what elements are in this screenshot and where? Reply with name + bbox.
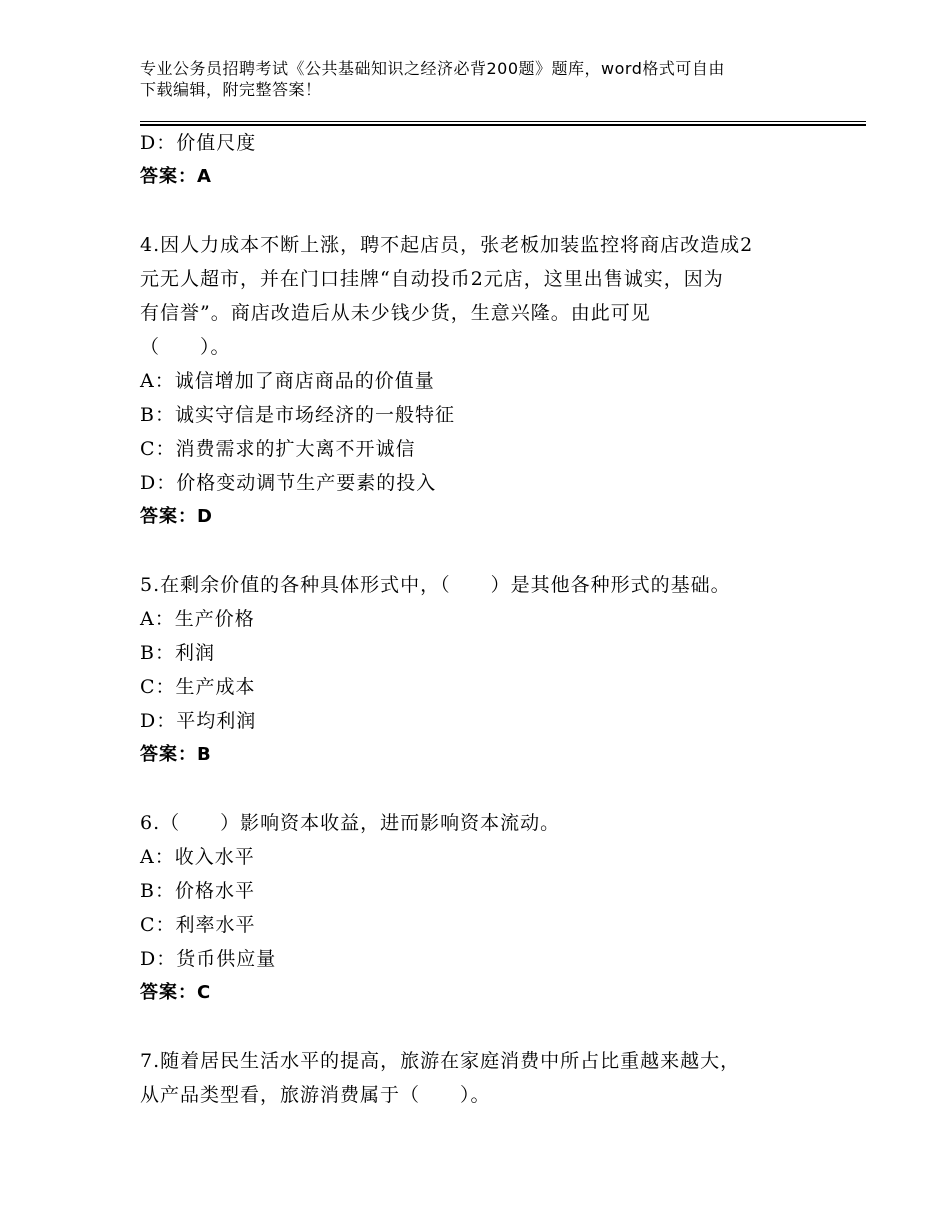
q4-text-line-4: （ ）。: [140, 336, 231, 358]
q6-option-a: A：收入水平: [140, 846, 255, 868]
q5-option-c: C：生产成本: [140, 676, 256, 698]
q5-option-a: A：生产价格: [140, 608, 255, 630]
q7-text-line-2: 从产品类型看，旅游消费属于（ ）。: [140, 1084, 491, 1106]
q4-text-line-1: 4.因人力成本不断上涨，聘不起店员，张老板加装监控将商店改造成2: [140, 234, 754, 256]
q6-option-c: C：利率水平: [140, 914, 256, 936]
q4-option-b: B：诚实守信是市场经济的一般特征: [140, 404, 455, 426]
q4-option-c: C：消费需求的扩大离不开诚信: [140, 438, 416, 460]
q5-text-line-1: 5.在剩余价值的各种具体形式中，（ ）是其他各种形式的基础。: [140, 574, 731, 596]
q7-text-line-1: 7.随着居民生活水平的提高，旅游在家庭消费中所占比重越来越大，: [140, 1050, 741, 1072]
q4-option-d: D：价格变动调节生产要素的投入: [140, 472, 437, 494]
q6-answer: 答案：C: [140, 982, 212, 1003]
q3-option-d: D：价值尺度: [140, 132, 257, 154]
question-5: [140, 568, 820, 772]
question-7: [140, 1044, 820, 1112]
q5-option-d: D：平均利润: [140, 710, 257, 732]
q6-option-b: B：价格水平: [140, 880, 255, 902]
q4-option-a: A：诚信增加了商店商品的价值量: [140, 370, 435, 392]
header-rule-thin: [140, 121, 866, 122]
question-4: [140, 228, 820, 534]
q4-text-line-3: 有信誉”。商店改造后从未少钱少货，生意兴隆。由此可见: [140, 302, 651, 324]
q3-answer: 答案：A: [140, 166, 212, 187]
q6-text-line-1: 6.（ ）影响资本收益，进而影响资本流动。: [140, 812, 561, 834]
header-line-1: 专业公务员招聘考试《公共基础知识之经济必背200题》题库，word格式可自由: [140, 59, 725, 78]
page-header: [140, 58, 820, 100]
q4-answer: 答案：D: [140, 506, 213, 527]
document-body: [140, 126, 820, 1112]
q5-answer: 答案：B: [140, 744, 212, 765]
question-6: [140, 806, 820, 1010]
q6-option-d: D：货币供应量: [140, 948, 277, 970]
q4-text-line-2: 元无人超市，并在门口挂牌“自动投币2元店，这里出售诚实，因为: [140, 268, 724, 290]
header-line-2: 下载编辑，附完整答案！: [140, 80, 322, 99]
q5-option-b: B：利润: [140, 642, 215, 664]
